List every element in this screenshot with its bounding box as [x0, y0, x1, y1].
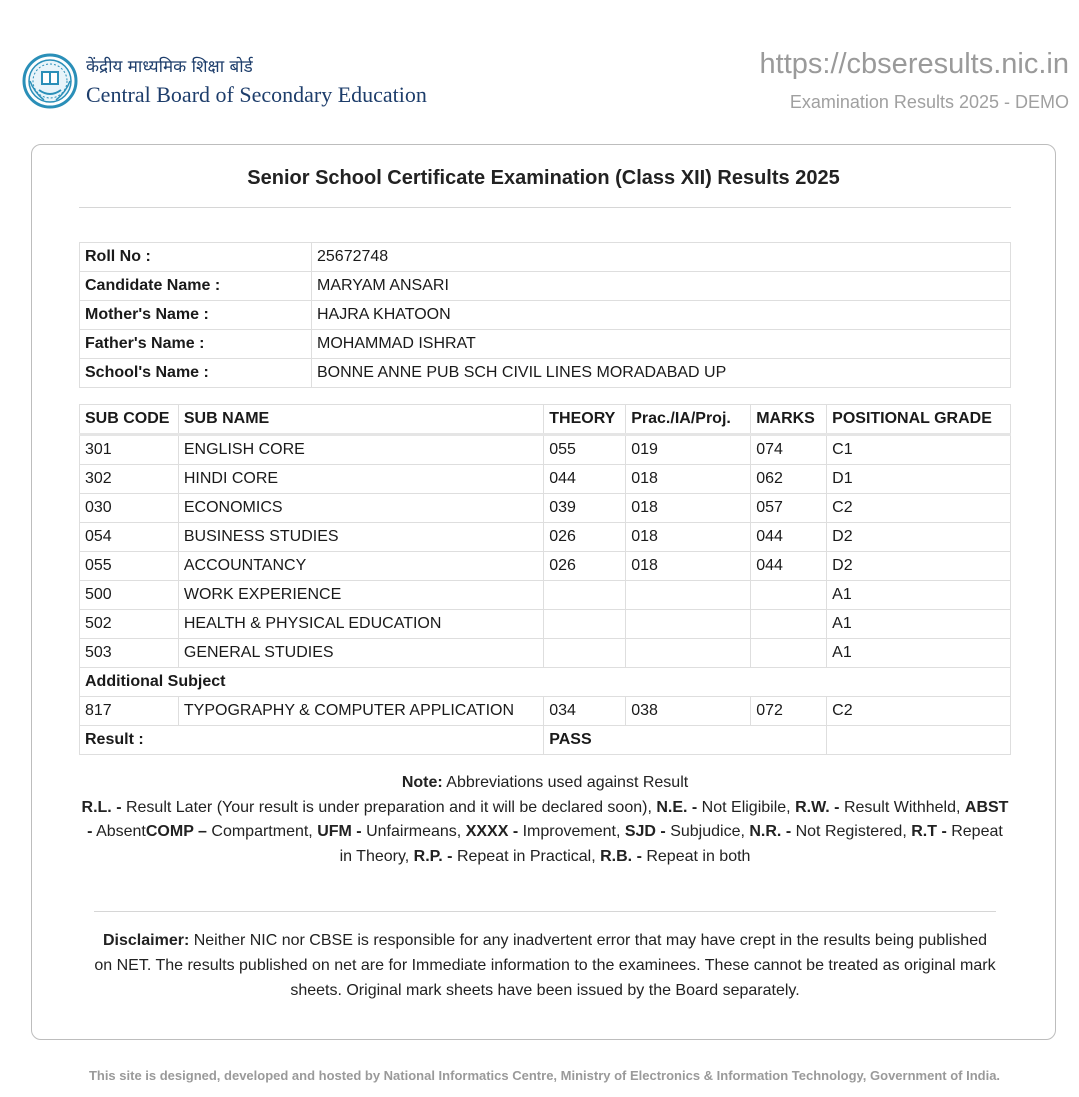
table-row [80, 581, 1011, 610]
candidate-value: 25672748 [312, 243, 1011, 272]
grade-cell: D2 [827, 523, 1011, 552]
grade-cell: A1 [827, 581, 1011, 610]
note-abbr: COMP – [145, 823, 207, 840]
column-header: THEORY [544, 405, 626, 435]
marks-cell: 044 [751, 523, 827, 552]
marks-cell [751, 610, 827, 639]
note-text: Unfairmeans, [361, 823, 466, 840]
theory-cell: 039 [544, 494, 626, 523]
result-empty [827, 726, 1011, 755]
result-label: Result : [80, 726, 544, 755]
sub-name-cell: BUSINESS STUDIES [178, 523, 543, 552]
column-header: SUB CODE [80, 405, 179, 435]
sub-name-cell: TYPOGRAPHY & COMPUTER APPLICATION [178, 697, 543, 726]
theory-cell: 044 [544, 465, 626, 494]
practical-cell: 018 [626, 523, 751, 552]
note-text: Repeat in Practical, [452, 847, 601, 865]
table-row [80, 639, 1011, 668]
note-abbr: R.L. - [81, 798, 122, 816]
note-abbr: R.W. - [795, 798, 840, 816]
sub-code-cell: 030 [80, 494, 179, 523]
note-abbr: XXXX - [465, 823, 519, 840]
marks-cell [751, 581, 827, 610]
grade-cell: C2 [827, 494, 1011, 523]
candidate-value: MARYAM ANSARI [312, 272, 1011, 301]
marks-cell: 072 [751, 697, 827, 726]
column-header: MARKS [751, 405, 827, 435]
sub-name-cell: ENGLISH CORE [178, 435, 543, 465]
marks-cell: 057 [751, 494, 827, 523]
theory-cell: 034 [544, 697, 626, 726]
site-url[interactable]: https://cbseresults.nic.in [759, 48, 1069, 80]
candidate-row [80, 243, 1011, 272]
note-abbr: R.T - [911, 823, 947, 840]
sub-code-cell: 817 [80, 697, 179, 726]
org-name-english: Central Board of Secondary Education [86, 82, 427, 107]
note-abbr: SJD - [624, 823, 666, 840]
candidate-row [80, 330, 1011, 359]
column-header: POSITIONAL GRADE [827, 405, 1011, 435]
result-value: PASS [544, 726, 827, 755]
site-header [0, 0, 1079, 140]
note-abbr: R.P. - [413, 847, 453, 865]
grade-cell: A1 [827, 610, 1011, 639]
sub-code-cell: 302 [80, 465, 179, 494]
grade-cell: D2 [827, 552, 1011, 581]
note-text: Subjudice, [665, 823, 750, 840]
marks-cell [751, 639, 827, 668]
marks-header-row [80, 405, 1011, 435]
cbse-logo-icon [22, 50, 78, 112]
table-row [80, 552, 1011, 581]
note-text: Absent [92, 823, 146, 840]
site-subtitle: Examination Results 2025 - DEMO [789, 92, 1069, 112]
additional-subject-row [80, 668, 1011, 697]
sub-code-cell: 502 [80, 610, 179, 639]
candidate-info-table [79, 242, 1011, 388]
table-row [80, 610, 1011, 639]
sub-code-cell: 055 [80, 552, 179, 581]
note-text: Repeat in Theory, [339, 823, 1003, 865]
theory-cell [544, 639, 626, 668]
disclaimer-label: Disclaimer: [103, 932, 190, 949]
candidate-value: BONNE ANNE PUB SCH CIVIL LINES MORADABAD UP [312, 359, 1011, 388]
note-abbr: N.E. - [656, 798, 698, 816]
site-footer: This site is designed, developed and hosted by National Informatics Centre, Ministry of Electronics & Information Technology, Government of India. [88, 1068, 1001, 1083]
table-row [80, 465, 1011, 494]
marks-cell: 062 [751, 465, 827, 494]
note-text: Not Registered, [791, 823, 912, 840]
exam-title: Senior School Certificate Examination (Class XII) Results 2025 [247, 167, 840, 189]
practical-cell: 018 [626, 552, 751, 581]
theory-cell [544, 610, 626, 639]
result-row [80, 726, 1011, 755]
candidate-row [80, 359, 1011, 388]
practical-cell [626, 639, 751, 668]
note-text: Compartment, [206, 823, 318, 840]
grade-cell: A1 [827, 639, 1011, 668]
note-abbr: UFM - [317, 823, 362, 840]
note-abbr: N.R. - [749, 823, 792, 840]
table-row [80, 523, 1011, 552]
abbreviations-note [79, 771, 1011, 869]
result-card [31, 144, 1056, 1040]
theory-cell: 026 [544, 552, 626, 581]
marks-cell: 044 [751, 552, 827, 581]
table-row [80, 435, 1011, 465]
sub-code-cell: 500 [80, 581, 179, 610]
candidate-value: HAJRA KHATOON [312, 301, 1011, 330]
note-text: Improvement, [518, 823, 625, 840]
table-row [80, 494, 1011, 523]
sub-name-cell: HINDI CORE [178, 465, 543, 494]
note-text: Not Eligibile, [697, 798, 796, 816]
sub-name-cell: ACCOUNTANCY [178, 552, 543, 581]
org-name-hindi: केंद्रीय माध्यमिक शिक्षा बोर्ड [86, 57, 253, 77]
candidate-value: MOHAMMAD ISHRAT [312, 330, 1011, 359]
practical-cell: 018 [626, 465, 751, 494]
note-items [79, 796, 1011, 870]
column-header: Prac./IA/Proj. [626, 405, 751, 435]
sub-name-cell: ECONOMICS [178, 494, 543, 523]
divider [94, 911, 996, 912]
candidate-label: Roll No : [80, 243, 312, 272]
column-header: SUB NAME [178, 405, 543, 435]
grade-cell: D1 [827, 465, 1011, 494]
grade-cell: C2 [827, 697, 1011, 726]
practical-cell: 018 [626, 494, 751, 523]
practical-cell: 038 [626, 697, 751, 726]
sub-name-cell: WORK EXPERIENCE [178, 581, 543, 610]
sub-code-cell: 301 [80, 435, 179, 465]
candidate-label: Father's Name : [80, 330, 312, 359]
note-text: Result Withheld, [839, 798, 965, 816]
sub-code-cell: 054 [80, 523, 179, 552]
note-abbr: R.B. - [600, 847, 642, 865]
candidate-label: Mother's Name : [80, 301, 312, 330]
note-text: Repeat in both [641, 847, 751, 865]
candidate-row [80, 272, 1011, 301]
marks-table [79, 404, 1011, 755]
theory-cell [544, 581, 626, 610]
practical-cell: 019 [626, 435, 751, 465]
candidate-label: School's Name : [80, 359, 312, 388]
practical-cell [626, 581, 751, 610]
candidate-row [80, 301, 1011, 330]
additional-subject-label: Additional Subject [80, 668, 1011, 697]
note-heading: Note: Abbreviations used against Result [401, 774, 689, 791]
note-abbr: ABST - [87, 798, 1009, 840]
candidate-label: Candidate Name : [80, 272, 312, 301]
marks-cell: 074 [751, 435, 827, 465]
sub-name-cell: HEALTH & PHYSICAL EDUCATION [178, 610, 543, 639]
sub-code-cell: 503 [80, 639, 179, 668]
grade-cell: C1 [827, 435, 1011, 465]
sub-name-cell: GENERAL STUDIES [178, 639, 543, 668]
theory-cell: 055 [544, 435, 626, 465]
divider [79, 207, 1011, 208]
disclaimer-text: Neither NIC nor CBSE is responsible for any inadvertent error that may have crept in the results being published on NET. The results published on net are for Immediate information to the examinees. These cannot be treated as original mark sheets. Original mark sheets have been issued by the Board separately. [94, 932, 996, 999]
theory-cell: 026 [544, 523, 626, 552]
table-row [80, 697, 1011, 726]
practical-cell [626, 610, 751, 639]
disclaimer [92, 928, 998, 1003]
note-text: Result Later (Your result is under preparation and it will be declared soon), [121, 798, 657, 816]
